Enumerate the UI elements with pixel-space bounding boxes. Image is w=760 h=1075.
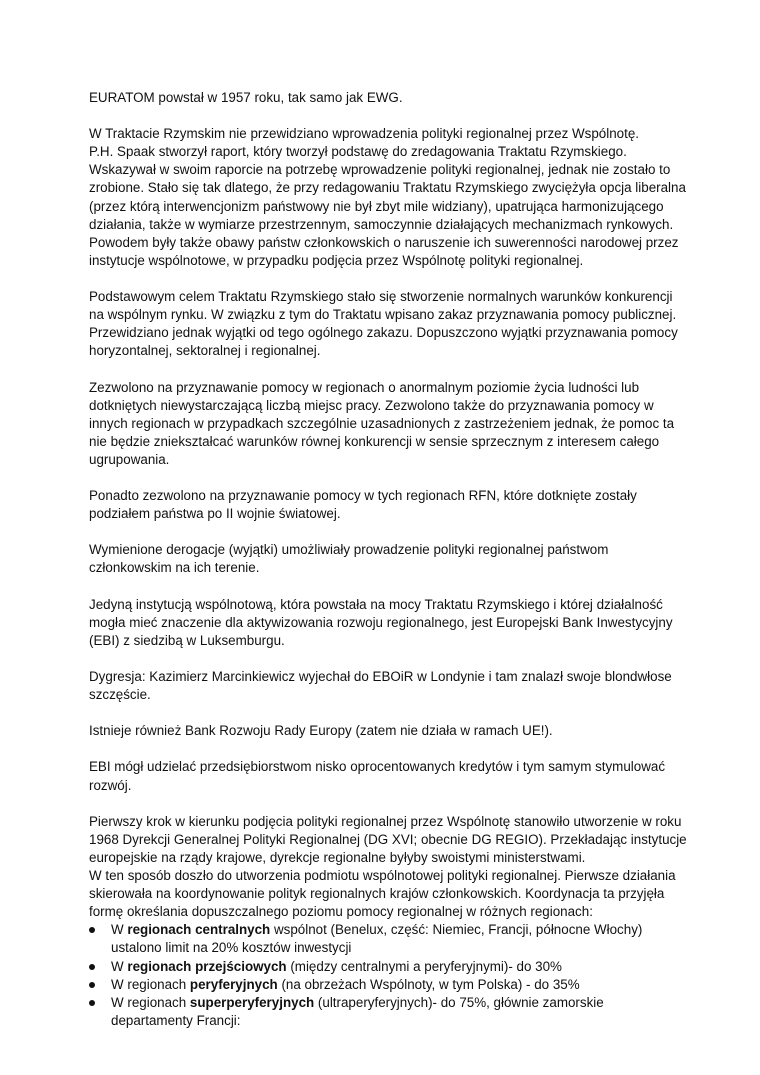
paragraph-ebi: Jedyną instytucją wspólnotową, która powstała na mocy Traktatu Rzymskiego i której działalność mogła mieć znaczenie dla aktywizowania rozwoju regionalnego, jest Europejski Bank Inwestycyjny (EBI) z siedzibą w Luksemburgu. [89, 596, 673, 648]
list-item-bold: regionach przejściowych [127, 958, 287, 974]
bullet-icon [89, 964, 95, 970]
list-item [89, 921, 689, 957]
bullet-icon [89, 982, 95, 988]
aid-limits-list [89, 921, 689, 1030]
list-item-bold: peryferyjnych [189, 976, 278, 992]
list-item-bold: superperyferyjnych [189, 994, 315, 1010]
paragraph-coordination: W ten sposób doszło do utworzenia podmiotu wspólnotowej polityki regionalnej. Pierwsze działania skierowała na koordynowanie polityk regionalnych krajów członkowskich. Koordynacja ta przyjęła formę określania dopuszczalnego poziomu pomocy regionalnej w różnych regionach: [89, 868, 676, 920]
paragraph-traktat-intro: W Traktacie Rzymskim nie przewidziano wprowadzenia polityki regionalnej przez Wspólnotę. [89, 126, 639, 142]
paragraph-spaak-report: P.H. Spaak stworzył raport, który tworzył podstawę do zredagowania Traktatu Rzymskiego. Wskazywał w swoim raporcie na potrzebę wprowadzenie polityki regionalnej, jednak nie zostało to zrobione. Stało się tak dlatego, że przy redagowaniu Traktatu Rzymskiego zwyciężyła opcja liberalna (przez którą interwencjonizm państwowy nie był zbyt mile widziany), upatrująca harmonizującego działania, także w wymiarze przestrzennym, samoczynnie działających mechanizmach rynkowych. Powodem były także obawy państw członkowskich o naruszenie ich suwerenności narodowej przez instytucje wspólnotowe, w przypadku podjęcia przez Wspólnotę polityki regionalnej. [89, 144, 686, 268]
paragraph-first-step: Pierwszy krok w kierunku podjęcia polityki regionalnej przez Wspólnotę stanowiło utworzenie w roku 1968 Dyrekcji Generalnej Polityki Regionalnej (DG XVI; obecnie DG REGIO). Przekładając instytucje europejskie na rządy krajowe, dyrekcje regionalne byłyby swoistymi ministerstwami. [89, 813, 687, 865]
paragraph-main-goal: Podstawowym celem Traktatu Rzymskiego stało się stworzenie normalnych warunków konkurencji na wspólnym rynku. W związku z tym do Traktatu wpisano zakaz przyznawania pomocy publicznej. Przewidziano jednak wyjątki od tego ogólnego zakazu. Dopuszczono wyjątki przyznawania pomocy horyzontalnej, sektoralnej i regionalnej. [89, 289, 678, 359]
paragraph-derogations: Wymienione derogacje (wyjątki) umożliwiały prowadzenie polityki regionalnej państwom członkowskim na ich terenie. [89, 542, 609, 576]
paragraph-rfn: Ponadto zezwolono na przyznawanie pomocy w tych regionach RFN, które dotknięte zostały podziałem państwa po II wojnie światowej. [89, 488, 637, 522]
list-item-suffix: (na obrzeżach Wspólnoty, w tym Polska) - do 35% [277, 976, 580, 992]
bullet-icon [89, 1000, 95, 1006]
bullet-icon [89, 927, 95, 933]
list-item-prefix: W regionach [111, 994, 190, 1010]
list-item-suffix: (między centralnymi a peryferyjnymi)- do 30% [286, 958, 562, 974]
paragraph-euratom: EURATOM powstał w 1957 roku, tak samo jak EWG. [89, 90, 403, 105]
list-item-prefix: W [111, 922, 128, 938]
list-item-prefix: W regionach [111, 976, 190, 992]
list-item [89, 958, 689, 976]
list-item [89, 994, 689, 1030]
paragraph-digression: Dygresja: Kazimierz Marcinkiewicz wyjechał do EBOiR w Londynie i tam znalazł swoje blondwłose szczęście. [89, 669, 672, 703]
paragraph-council-bank: Istnieje również Bank Rozwoju Rady Europy (zatem nie działa w ramach UE!). [89, 723, 553, 739]
list-item-suffix: wspólnot (Benelux, część: Niemiec, Francji, północne Włochy) ustalono limit na 20% kosztów inwestycji [111, 922, 643, 956]
list-item-bold: regionach centralnych [127, 922, 271, 938]
paragraph-ebi-credits: EBI mógł udzielać przedsiębiorstwom nisko oprocentowanych kredytów i tym samym stymulować rozwój. [89, 759, 666, 793]
paragraph-regional-aid: Zezwolono na przyznawanie pomocy w regionach o anormalnym poziomie życia ludności lub dotkniętych niewystarczającą liczbą miejsc pracy. Zezwolono także do przyznawania pomocy w innych regionach w przypadkach szczególnie uzasadnionych z zastrzeżeniem jednak, że pomoc ta nie będzie zniekształcać warunków równej konkurencji w sensie sprzecznym z interesem całego ugrupowania. [89, 379, 675, 467]
list-item-prefix: W [111, 958, 128, 974]
list-item-suffix: (ultraperyferyjnych)- do 75%, głównie zamorskie departamenty Francji: [111, 994, 604, 1028]
list-item [89, 976, 689, 994]
document-page [89, 89, 689, 1030]
